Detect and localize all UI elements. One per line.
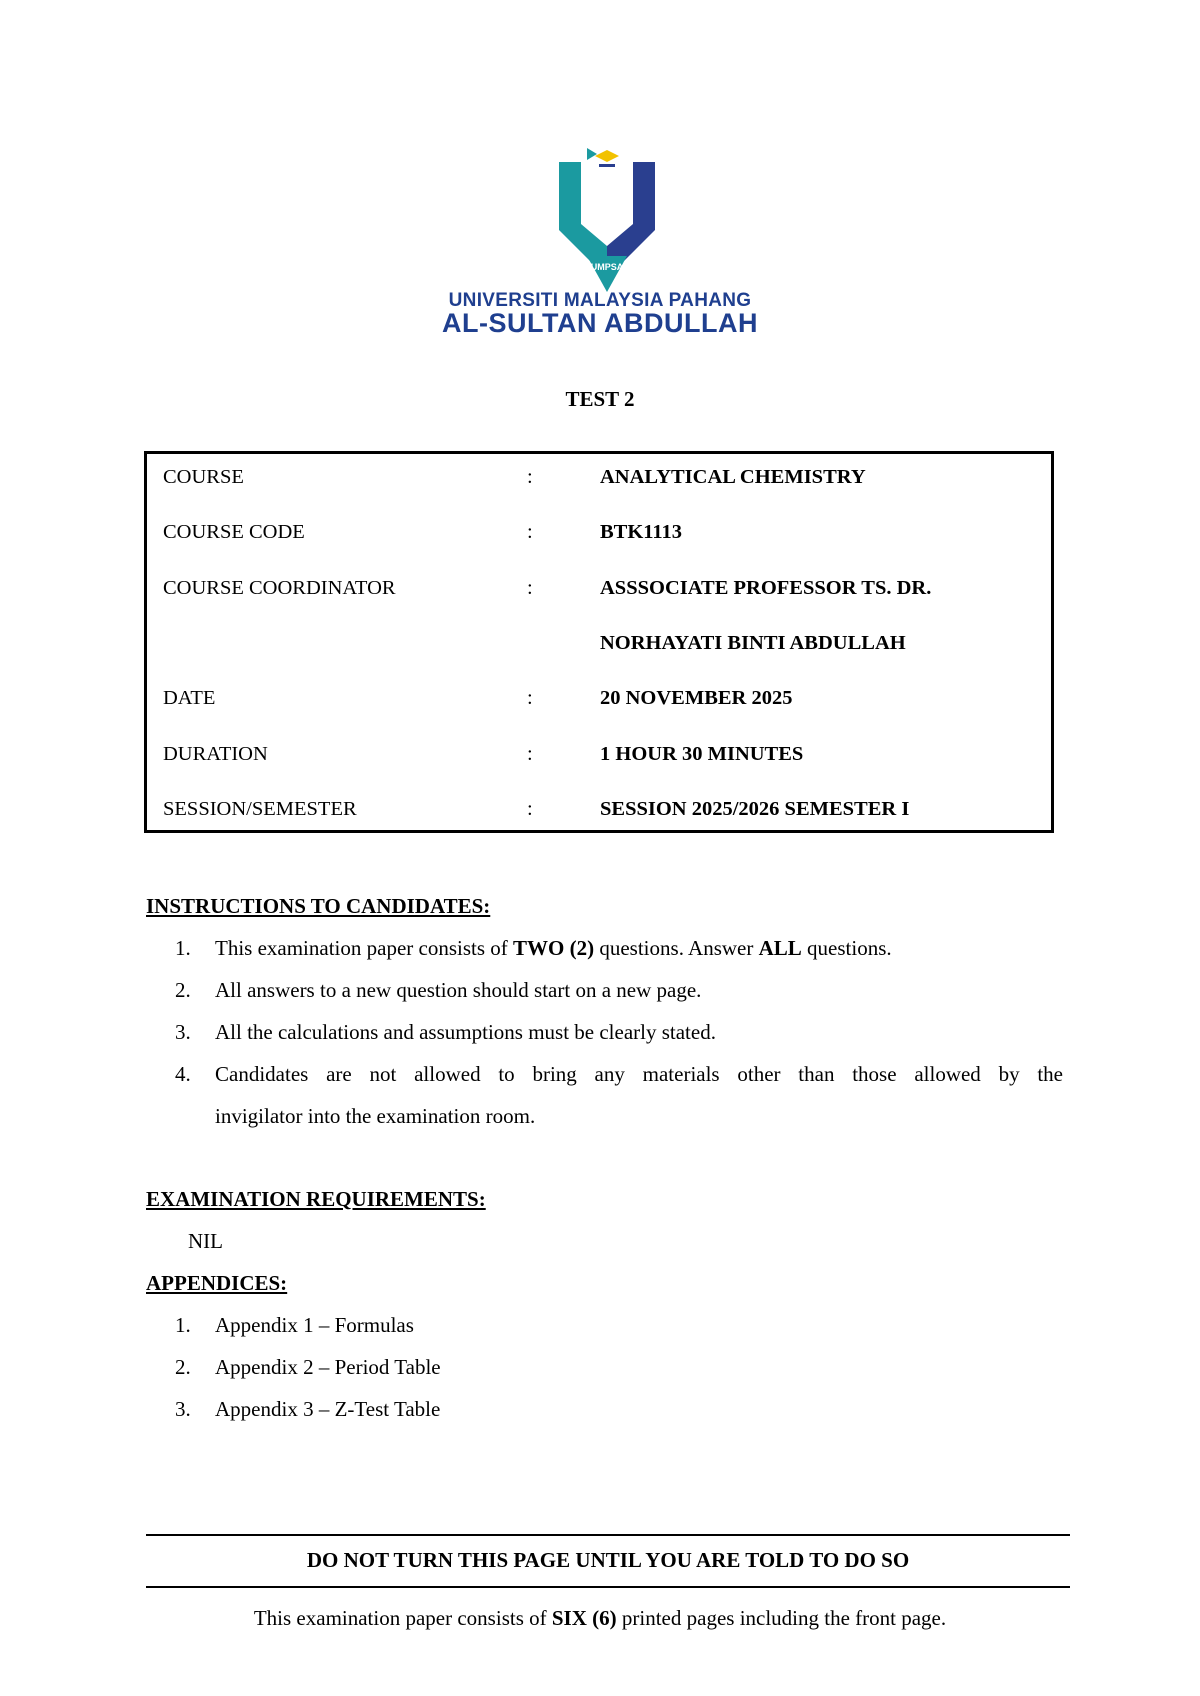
list-number: 1.	[175, 936, 191, 960]
list-number: 4.	[175, 1062, 191, 1086]
text-segment: This examination paper consists of	[253, 1606, 552, 1630]
instruction-item-4	[175, 1062, 1065, 1132]
do-not-turn-notice: DO NOT TURN THIS PAGE UNTIL YOU ARE TOLD TO DO SO	[306, 1548, 910, 1572]
appendix-text: Appendix 1 – Formulas	[215, 1313, 414, 1337]
university-name-line2: AL-SULTAN ABDULLAH	[442, 308, 758, 338]
list-number: 3.	[175, 1397, 191, 1421]
text-segment: This examination paper consists of	[215, 936, 514, 960]
info-value: ASSSOCIATE PROFESSOR TS. DR.	[600, 577, 932, 599]
appendix-item	[175, 1355, 775, 1381]
crest-top-teal-shape	[587, 148, 597, 160]
info-value: BTK1113	[600, 521, 683, 543]
info-colon: :	[527, 521, 533, 543]
course-info-box	[144, 451, 1054, 833]
info-value: SESSION 2025/2026 SEMESTER I	[600, 798, 910, 820]
info-colon: :	[527, 798, 533, 820]
bold-segment: ALL	[758, 936, 802, 960]
text-segment: printed pages including the front page.	[616, 1606, 947, 1630]
text-segment: questions.	[801, 936, 892, 960]
info-key: COURSE COORDINATOR	[163, 577, 396, 599]
bold-segment: SIX (6)	[551, 1606, 617, 1630]
info-value: 20 NOVEMBER 2025	[600, 687, 793, 709]
instruction-text-line2: invigilator into the examination room.	[215, 1104, 536, 1128]
appendices-heading: APPENDICES:	[146, 1271, 288, 1295]
crest-top-bar	[599, 164, 615, 167]
instruction-item-3	[175, 1020, 1065, 1046]
info-value: 1 HOUR 30 MINUTES	[600, 743, 804, 765]
notice-bottom-rule	[146, 1586, 1070, 1588]
page-title: TEST 2	[565, 387, 635, 411]
info-colon: :	[527, 577, 533, 599]
appendix-item	[175, 1397, 775, 1423]
instruction-item-1	[175, 936, 1065, 962]
instruction-text: All the calculations and assumptions must be clearly stated.	[215, 1020, 716, 1044]
info-colon: :	[527, 687, 533, 709]
instruction-text: All answers to a new question should start on a new page.	[215, 978, 702, 1002]
list-number: 3.	[175, 1020, 191, 1044]
info-colon: :	[527, 466, 533, 488]
info-value: NORHAYATI BINTI ABDULLAH	[600, 632, 906, 654]
info-key: SESSION/SEMESTER	[163, 798, 357, 820]
instructions-heading: INSTRUCTIONS TO CANDIDATES:	[146, 894, 491, 918]
info-colon: :	[527, 743, 533, 765]
requirements-heading: EXAMINATION REQUIREMENTS:	[146, 1187, 486, 1211]
appendix-text: Appendix 3 – Z-Test Table	[215, 1397, 441, 1421]
appendix-item	[175, 1313, 775, 1339]
notice-top-rule	[146, 1534, 1070, 1536]
crest-gold-diamond	[595, 150, 619, 162]
list-number: 1.	[175, 1313, 191, 1337]
instruction-text-line1: Candidates are not allowed to bring any materials other than those allowed by the	[215, 1062, 1063, 1086]
bold-segment: TWO (2)	[513, 936, 595, 960]
instruction-text	[215, 936, 892, 961]
text-segment: questions. Answer	[594, 936, 759, 960]
crest-badge-text: UMPSA	[590, 262, 624, 272]
info-key: DURATION	[163, 743, 268, 765]
list-number: 2.	[175, 978, 191, 1002]
info-value: ANALYTICAL CHEMISTRY	[600, 466, 866, 488]
list-number: 2.	[175, 1355, 191, 1379]
appendix-text: Appendix 2 – Period Table	[215, 1355, 441, 1379]
info-key: COURSE CODE	[163, 521, 305, 543]
instruction-item-2	[175, 978, 1065, 1004]
requirements-value: NIL	[188, 1229, 223, 1253]
university-crest-logo	[557, 146, 657, 294]
university-name-line1: UNIVERSITI MALAYSIA PAHANG	[448, 290, 752, 311]
info-key: COURSE	[163, 466, 244, 488]
page-count-footer	[0, 1606, 1200, 1631]
info-key: DATE	[163, 687, 216, 709]
